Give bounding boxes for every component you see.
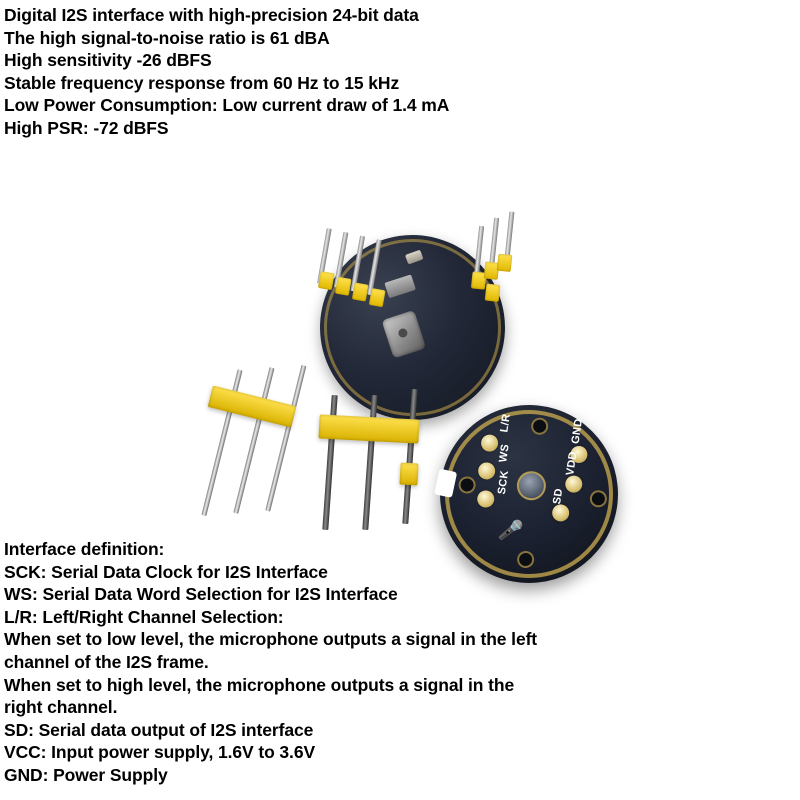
silk-label-sd: SD — [551, 487, 566, 506]
silk-label-gnd: GND — [569, 417, 585, 445]
spec-line: Stable frequency response from 60 Hz to 15 kHz — [4, 72, 400, 93]
silk-label-vdd: VDD — [564, 450, 580, 477]
loose-header-strip-2 — [315, 395, 435, 525]
loose-header-strip-1 — [196, 361, 323, 479]
silk-label-ws: WS — [497, 443, 512, 464]
header-plastic-block — [497, 254, 513, 272]
header-pins-left — [310, 217, 416, 348]
interface-line: When set to low level, the microphone outputs a signal in the left — [4, 629, 538, 650]
header-pin — [362, 395, 377, 530]
header-plastic-block — [485, 284, 501, 302]
silk-label-sck: SCK — [495, 469, 512, 496]
interface-line: VCC: Input power supply, 1.6V to 3.6V — [4, 742, 316, 763]
capacitor-component — [405, 250, 423, 265]
specs-text-block — [4, 4, 784, 140]
interface-line: WS: Serial Data Word Selection for I2S Interface — [4, 584, 398, 605]
interface-line: right channel. — [4, 697, 118, 718]
microphone-icon: 🎤 — [496, 519, 524, 544]
header-plastic-block — [208, 385, 297, 427]
header-plastic-block — [318, 271, 335, 290]
interface-line: GND: Power Supply — [4, 764, 168, 785]
interface-line: When set to high level, the microphone outputs a signal in the — [4, 674, 515, 695]
interface-definition-block — [4, 538, 794, 787]
spec-line: High sensitivity -26 dBFS — [4, 50, 212, 71]
spec-line: Digital I2S interface with high-precision 24-bit data — [4, 5, 419, 25]
interface-line: L/R: Left/Right Channel Selection: — [4, 606, 284, 627]
product-photo — [0, 165, 800, 565]
header-pin — [402, 389, 417, 524]
interface-line: channel of the I2S frame. — [4, 651, 209, 672]
header-pin — [367, 239, 382, 295]
spec-line: Low Power Consumption: Low current draw of 1.4 mA — [4, 95, 450, 116]
header-plastic-block — [399, 463, 418, 486]
header-pin — [265, 365, 306, 512]
header-pin — [233, 367, 274, 514]
header-plastic-block — [369, 288, 386, 307]
spec-line: The high signal-to-noise ratio is 61 dBA — [4, 27, 330, 48]
spec-line: High PSR: -72 dBFS — [4, 117, 169, 138]
silk-label-lr: L/R — [498, 413, 513, 434]
header-pins-right — [461, 209, 568, 350]
header-plastic-block — [335, 277, 352, 296]
interface-line: SCK: Serial Data Clock for I2S Interface — [4, 561, 328, 582]
interface-line: SD: Serial data output of I2S interface — [4, 719, 314, 740]
interface-line: Interface definition: — [4, 539, 165, 559]
header-plastic-block — [352, 282, 369, 301]
